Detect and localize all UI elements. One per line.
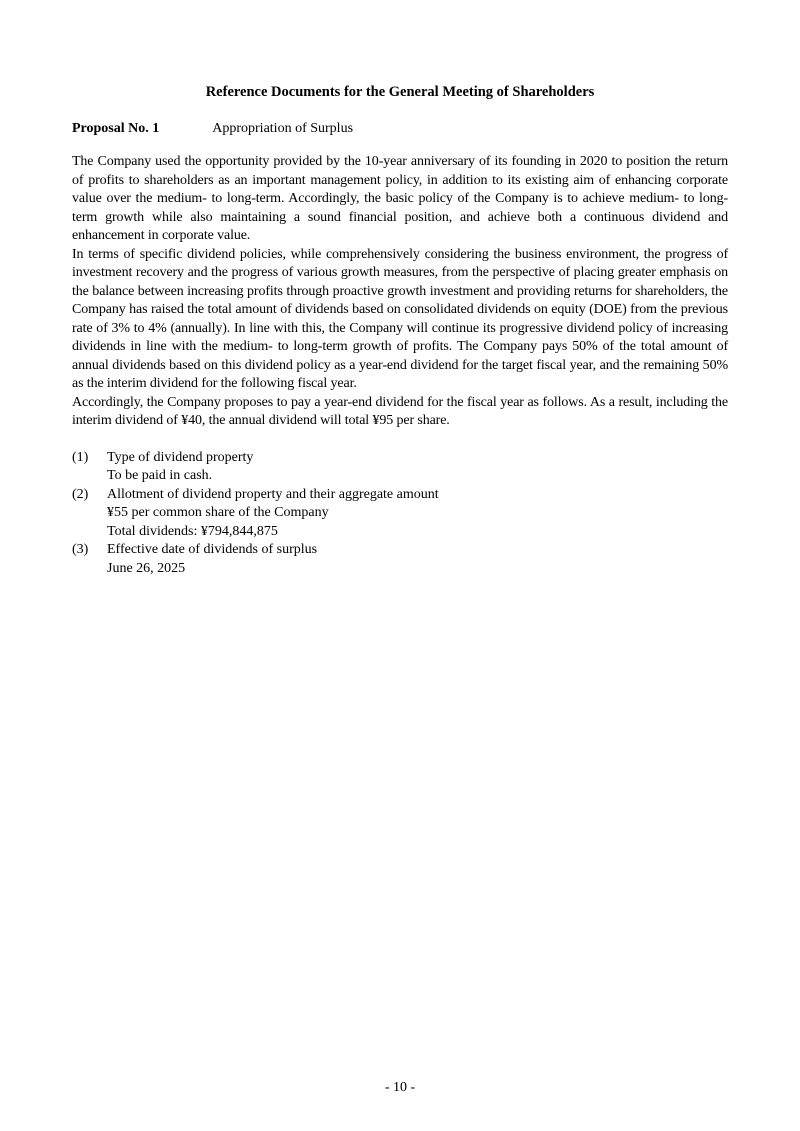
list-item-effective-date (72, 541, 728, 578)
list-item-detail: To be paid in cash. (107, 468, 213, 483)
paragraph-proposal-summary: Accordingly, the Company proposes to pay a year-end dividend for the fiscal year as follows. As a result, including the interim dividend of ¥40, the annual dividend will total ¥95 per share. (72, 394, 728, 428)
list-item-number: (1) (72, 449, 89, 465)
page-number: - 10 - (384, 1080, 416, 1095)
dividend-details-list (72, 449, 728, 579)
list-item-allotment (72, 486, 728, 542)
list-item-title: Effective date of dividends of surplus (107, 542, 318, 557)
list-item-dividend-type (72, 449, 728, 486)
list-item-number: (2) (72, 486, 89, 502)
proposal-heading (72, 120, 728, 139)
list-item-detail: ¥55 per common share of the Company (107, 505, 329, 520)
list-item-title: Type of dividend property (107, 449, 254, 465)
document-title: Reference Documents for the General Meeting of Shareholders (205, 84, 595, 100)
list-item-detail: June 26, 2025 (107, 560, 186, 576)
list-item-number: (3) (72, 542, 89, 557)
proposal-number: Proposal No. 1 (72, 120, 160, 136)
list-item-title: Allotment of dividend property and their aggregate amount (107, 486, 439, 502)
paragraph-specific-policies: In terms of specific dividend policies, while comprehensively considering the business environment, the progress of investment recovery and the progress of various growth measures, from the perspective of placing greater emphasis on the balance between increasing profits through proactive growth investment and providing returns for shareholders, the Company has raised the total amount of dividends based on consolidated dividends on equity (DOE) from the previous rate of 3% to 4% (annually). In line with this, the Company will continue its progressive dividend policy of increasing dividends in line with the medium- to long-term growth of profits. The Company pays 50% of the total amount of annual dividends based on this dividend policy as a year-end dividend for the target fiscal year, and the remaining 50% as the interim dividend for the following fiscal year. (72, 246, 728, 391)
proposal-title: Appropriation of Surplus (212, 120, 354, 136)
list-item-detail: Total dividends: ¥794,844,875 (107, 523, 278, 539)
paragraph-dividend-policy: The Company used the opportunity provided by the 10-year anniversary of its founding in 2020 to position the return of profits to shareholders as an important management policy, in addition to its existing aim of enhancing corporate value over the medium- to long-term. Accordingly, the basic policy of the Company is to achieve medium- to long-term growth while also maintaining a sound financial position, and achieve both a continuous dividend and enhancement in corporate value. (72, 154, 728, 243)
proposal-body (72, 153, 728, 431)
